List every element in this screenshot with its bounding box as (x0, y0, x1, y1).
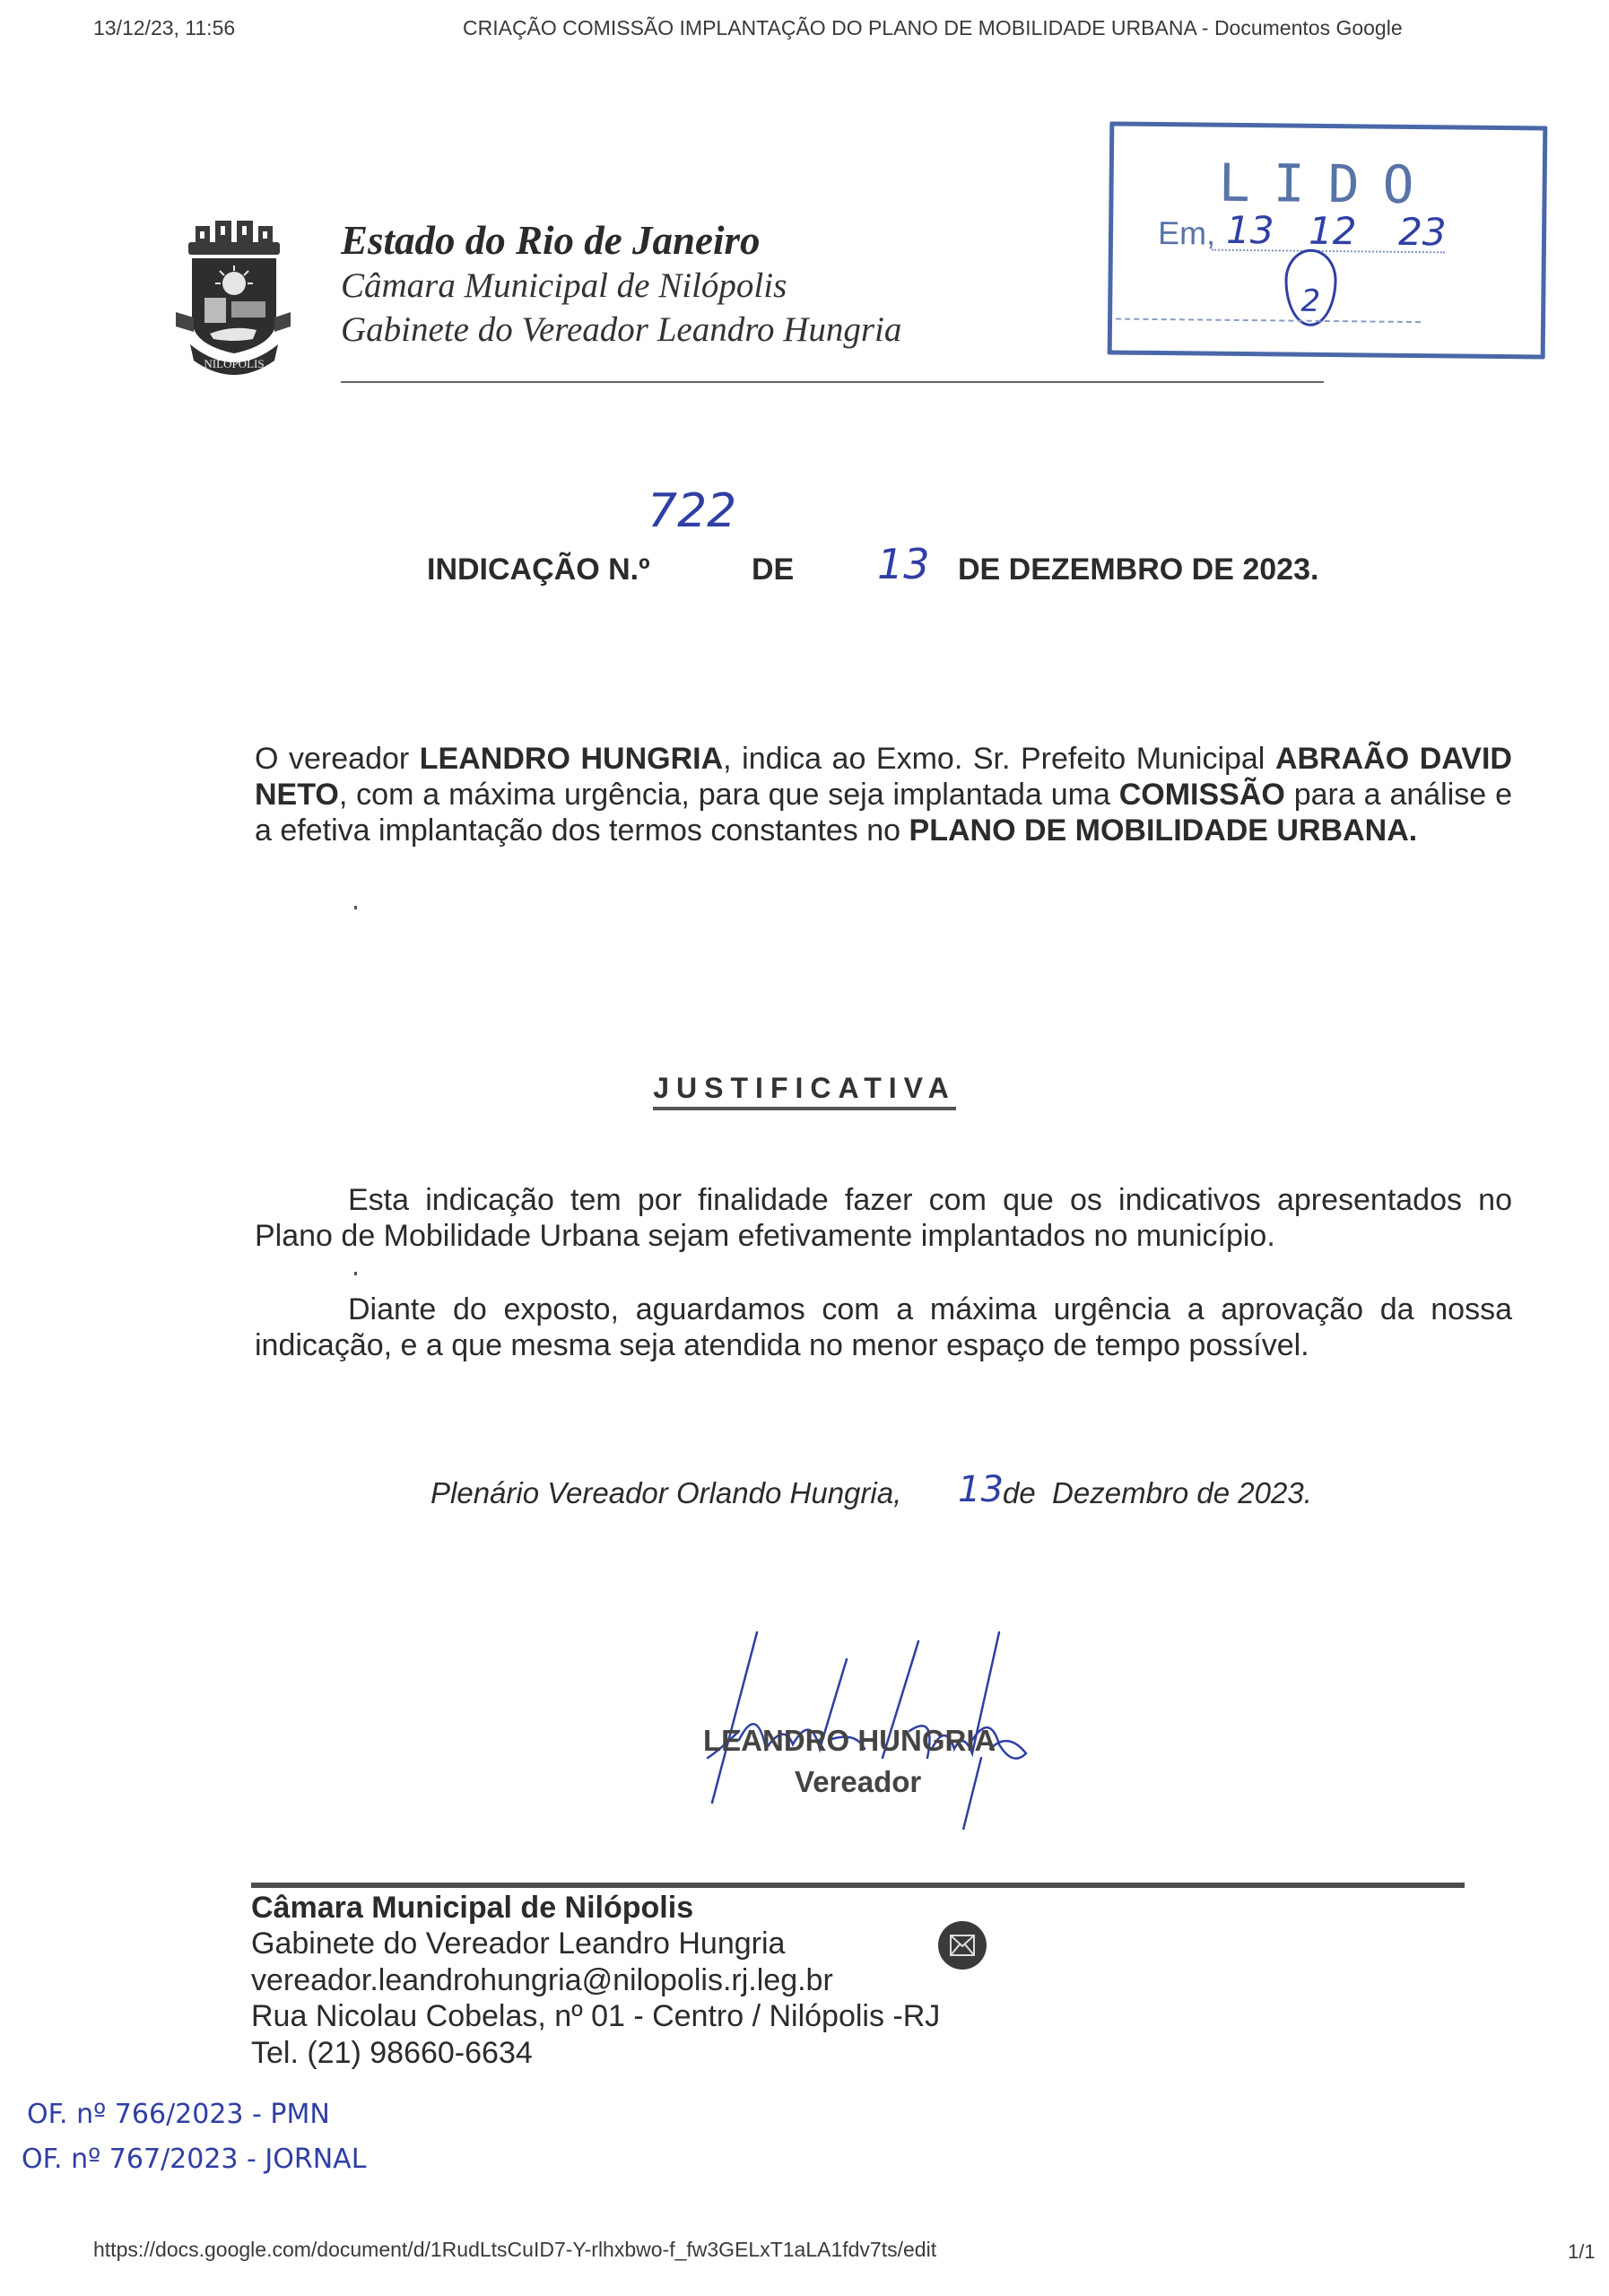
justification-title-text: JUSTIFICATIVA (653, 1072, 955, 1110)
print-url[interactable]: https://docs.google.com/document/d/1RudLtsCuID7-Y-rlhxbwo-f_fw3GELxT1aLA1fdv7ts/edit (93, 2238, 937, 2261)
intro-paragraph (255, 741, 1512, 848)
letterhead-office: Gabinete do Vereador Leandro Hungria (341, 310, 902, 349)
plan-name: PLANO DE MOBILIDADE URBANA. (909, 813, 1418, 848)
intro-text: para a análise e a efetiva implantação dos termos constantes no (255, 778, 1512, 848)
handwritten-note: OF. nº 766/2023 - PMN (27, 2099, 330, 2130)
signatory-role: Vereador (795, 1765, 922, 1798)
commission-term: COMISSÃO (1118, 778, 1285, 812)
intro-text: , indica ao Exmo. Sr. Prefeito Municipal (723, 742, 1275, 776)
coat-of-arms-logo (170, 219, 296, 376)
indication-de: DE (752, 552, 795, 587)
indication-date-suffix: DE DEZEMBRO DE 2023. (958, 552, 1319, 587)
print-document-title: CRIAÇÃO COMISSÃO IMPLANTAÇÃO DO PLANO DE MOBILIDADE URBANA - Documentos Google (463, 16, 1403, 39)
indication-number-handwritten: 722 (648, 484, 737, 538)
stamp-title: LIDO (1218, 152, 1438, 216)
stamp-date-label: Em, (1157, 214, 1216, 252)
stamp-day: 13 (1225, 207, 1274, 253)
footer-divider (251, 1883, 1465, 1888)
stamp-month: 12 (1308, 208, 1357, 254)
closing-date: de Dezembro de 2023. (1003, 1476, 1312, 1509)
stamp-initial: 2 (1284, 249, 1337, 327)
intro-text: O vereador (255, 742, 420, 776)
indication-day-handwritten: 13 (877, 540, 930, 588)
footer-office: Gabinete do Vereador Leandro Hungria (251, 1926, 786, 1961)
councilor-name: LEANDRO HUNGRIA (419, 742, 724, 776)
footer-org: Câmara Municipal de Nilópolis (251, 1891, 694, 1925)
stamp-bottom-line (1116, 318, 1421, 324)
letterhead-divider (341, 381, 1324, 383)
stray-mark (354, 1272, 357, 1275)
print-page-number: 1/1 (1568, 2240, 1596, 2263)
closing-day-handwritten: 13 (958, 1469, 1004, 1510)
mayor-name: ABRAÃO DAVID NETO (255, 742, 1512, 812)
print-datetime: 13/12/23, 11:56 (93, 16, 236, 39)
signatory-name: LEANDRO HUNGRIA (703, 1724, 996, 1757)
footer-phone: Tel. (21) 98660-6634 (251, 2036, 533, 2070)
footer-email[interactable]: vereador.leandrohungria@nilopolis.rj.leg.br (251, 1963, 833, 1997)
letterhead-chamber: Câmara Municipal de Nilópolis (341, 266, 787, 305)
letterhead-state: Estado do Rio de Janeiro (341, 218, 761, 263)
envelope-icon (938, 1921, 987, 1970)
handwritten-note: OF. nº 767/2023 - JORNAL (22, 2144, 367, 2175)
justification-paragraph-1: Esta indicação tem por finalidade fazer com que os indicativos apresentados no Plano de Mobilidade Urbana sejam efetivamente implantados no município. (255, 1183, 1512, 1253)
indication-prefix: INDICAÇÃO N.º (427, 552, 650, 587)
stamp-year: 23 (1397, 209, 1447, 255)
justification-paragraph-2: Diante do exposto, aguardamos com a máxima urgência a aprovação da nossa indicação, e a que mesma seja atendida no menor espaço de tempo possível. (255, 1292, 1512, 1362)
closing-place: Plenário Vereador Orlando Hungria, (431, 1476, 902, 1509)
stray-mark (354, 906, 357, 909)
received-stamp (1108, 121, 1548, 359)
footer-address: Rua Nicolau Cobelas, nº 01 - Centro / Nilópolis -RJ (251, 1999, 941, 2033)
intro-text: , com a máxima urgência, para que seja implantada uma (338, 778, 1119, 812)
coat-of-arms-text: NILÓPOLIS (204, 357, 265, 370)
justification-title (0, 1072, 1609, 1105)
